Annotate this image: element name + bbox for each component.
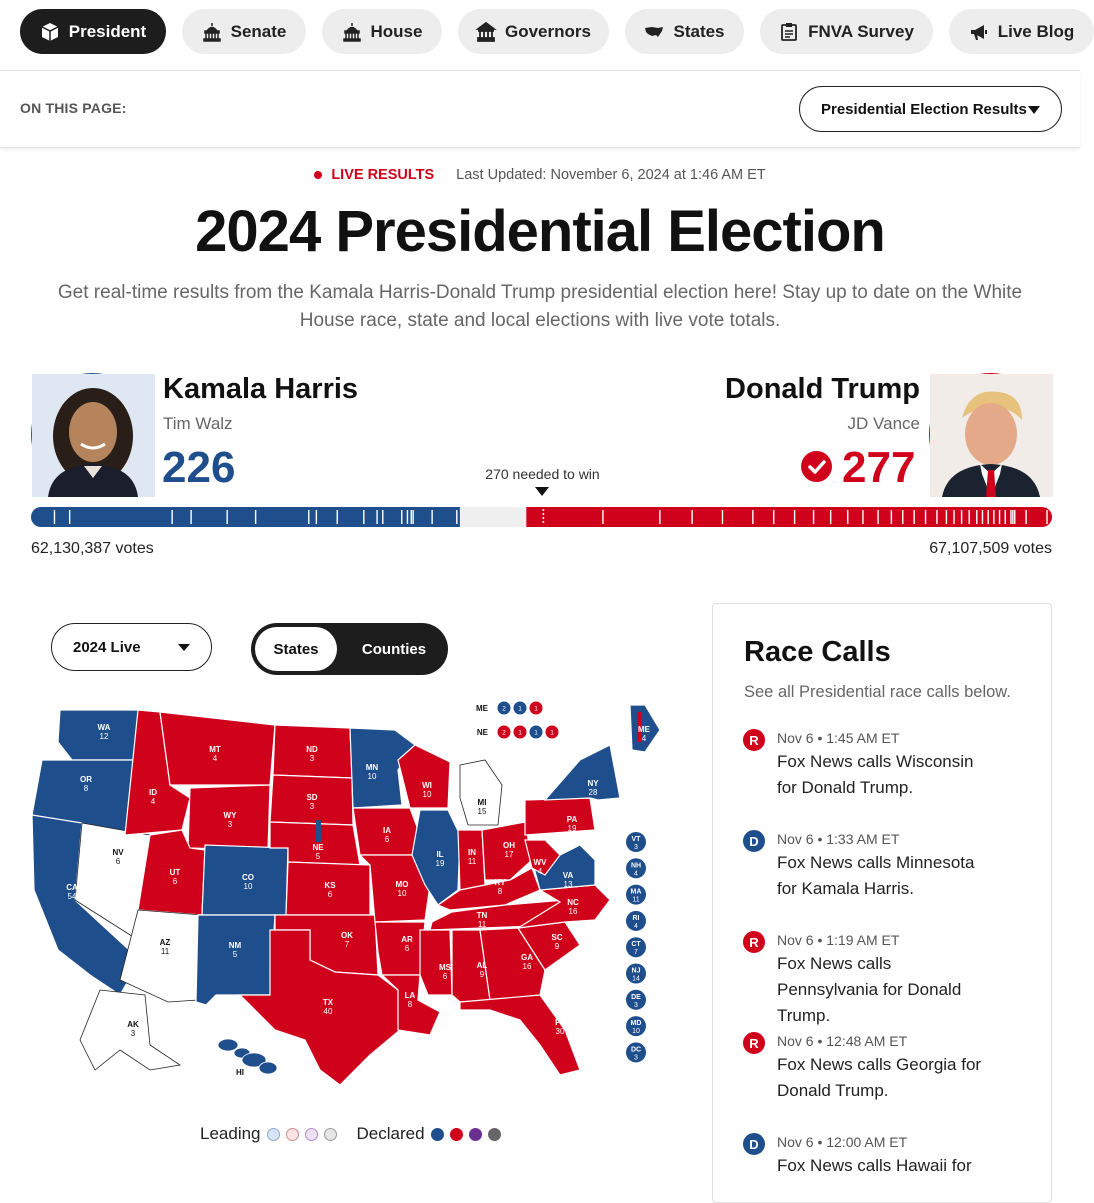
ev-bar-divider (1005, 510, 1006, 524)
box-icon (40, 22, 60, 42)
ev-bar-divider (337, 510, 338, 524)
page-subtitle: Get real-time results from the Kamala Harris-Donald Trump presidential election here! Stay up to date on the White House race, state and local elections with live vote totals. (57, 282, 1023, 331)
last-updated: Last Updated: November 6, 2024 at 1:46 AM ET (456, 167, 766, 183)
state-ev-nc: 16 (568, 907, 578, 916)
legend-declared-label: Declared (356, 1124, 425, 1143)
state-ev-or: 8 (83, 784, 89, 793)
state-pa (525, 798, 595, 835)
us-electoral-map[interactable] (20, 690, 680, 1100)
ev-bar-divider (412, 510, 413, 524)
ev-bar-divider (993, 510, 994, 524)
ev-bar-divider (602, 510, 603, 524)
race-call-time: Nov 6 • 1:19 AM ET (777, 932, 900, 948)
state-ev-nv: 6 (115, 857, 121, 866)
ev-bar-divider (431, 510, 432, 524)
megaphone-icon (969, 22, 989, 42)
state-ev-wy: 3 (227, 820, 233, 829)
state-label-co: CO (242, 873, 254, 882)
state-ev-mt: 4 (212, 754, 218, 763)
state-ev-mn: 10 (367, 772, 377, 781)
state-ev-tn: 11 (477, 920, 487, 929)
section-select[interactable] (799, 86, 1062, 132)
state-ev-wa: 12 (99, 732, 109, 741)
capitol-icon (342, 22, 362, 42)
ev-bar-divider (691, 510, 692, 524)
small-state-label: MA (630, 888, 642, 896)
race-calls-panel (712, 603, 1052, 1203)
state-label-nc: NC (567, 898, 579, 907)
state-label-ny: NY (587, 779, 599, 788)
race-call-text: Fox News calls Minnesota for Kamala Harris. (777, 853, 975, 898)
ev-bar-divider (401, 510, 402, 524)
ev-bar-divider (752, 510, 753, 524)
state-ev-sd: 3 (309, 802, 315, 811)
dem-electoral-votes: 226 (162, 443, 236, 492)
legend-leading-dem-dot (267, 1128, 280, 1141)
building-icon (476, 22, 496, 42)
state-label-oh: OH (503, 841, 515, 850)
race-call-text: Fox News calls Wisconsin for Donald Trump. (777, 752, 974, 797)
nav-live-blog[interactable] (949, 9, 1094, 54)
legend-declared-dem-dot (431, 1128, 444, 1141)
capitol-icon (202, 22, 222, 42)
state-ev-ne: 5 (315, 852, 321, 861)
nav-label: FNVA Survey (808, 21, 914, 41)
us-map-icon (644, 22, 664, 42)
top-nav (0, 0, 1080, 71)
ev-bar-divider (69, 510, 70, 524)
ev-bar-divider (847, 510, 848, 524)
ev-bar-divider (376, 510, 377, 524)
party-badge-icon: D (743, 830, 765, 852)
state-label-il: IL (436, 850, 444, 859)
section-select-value: Presidential Election Results (821, 100, 1027, 118)
live-label: LIVE RESULTS (331, 167, 435, 183)
race-call-text: Fox News calls Georgia for Donald Trump. (777, 1055, 982, 1100)
state-ev-va: 13 (563, 880, 573, 889)
small-state-ev: 3 (634, 844, 638, 851)
legend-leading-tossup-dot (324, 1128, 337, 1141)
survey-icon (779, 22, 799, 42)
state-label-tn: TN (476, 911, 488, 920)
state-ev-ia: 6 (384, 835, 390, 844)
small-state-ev: 14 (632, 975, 640, 983)
ev-bar-divider (862, 510, 863, 524)
ev-bar-divider (877, 510, 878, 524)
ev-bar-divider (999, 510, 1000, 524)
state-ev-pa: 19 (567, 824, 577, 833)
ev-bar-divider (982, 510, 983, 524)
state-label-va: VA (562, 871, 574, 880)
state-label-wa: WA (97, 723, 111, 732)
nav-president[interactable] (20, 9, 166, 54)
state-label-ak: AK (127, 1020, 139, 1029)
race-call-time: Nov 6 • 1:33 AM ET (777, 831, 900, 847)
small-state-circles (626, 832, 646, 1062)
nav-label: President (68, 21, 147, 41)
state-ev-az: 11 (160, 947, 170, 956)
ev-bar-divider (794, 510, 795, 524)
state-label-ok: OK (341, 931, 353, 940)
race-call-time: Nov 6 • 12:48 AM ET (777, 1033, 908, 1049)
ne-2-district (316, 820, 321, 842)
state-ev-ga: 16 (522, 962, 532, 971)
state-ev-ut: 6 (172, 877, 178, 886)
ev-bar-divider (936, 510, 937, 524)
live-dot-icon (314, 171, 322, 179)
ev-bar-divider (961, 510, 962, 524)
small-state-label: VT (631, 836, 641, 843)
party-badge-icon: D (743, 1133, 765, 1155)
ev-bar-divider (953, 510, 954, 524)
split-district-ev: 1 (550, 729, 554, 737)
ev-bar-divider (382, 510, 383, 524)
small-state-label: DE (631, 993, 641, 1001)
on-this-page-bar (0, 71, 1080, 148)
state-ev-ok: 7 (344, 940, 350, 949)
state-label-ar: AR (401, 935, 413, 944)
legend-leading-other-dot (305, 1128, 318, 1141)
ev-bar-divider (913, 510, 914, 524)
ev-bar-dem (31, 507, 460, 527)
race-call-time: Nov 6 • 12:00 AM ET (777, 1134, 908, 1150)
legend-declared-other-dot (469, 1128, 482, 1141)
state-label-ia: IA (383, 826, 391, 835)
map-legend (200, 1124, 501, 1144)
state-label-la: LA (404, 991, 416, 1000)
small-state-ev: 11 (632, 896, 640, 904)
nav-states[interactable] (625, 9, 744, 54)
nav-house[interactable] (322, 9, 442, 54)
ev-bar-divider (773, 510, 774, 524)
ev-bar-divider (255, 510, 256, 524)
state-label-mi: MI (477, 798, 487, 807)
legend-leading-label: Leading (200, 1124, 261, 1143)
chevron-down-icon (1028, 106, 1040, 114)
state-label-ks: KS (324, 881, 336, 890)
rep-candidate-name: Donald Trump (725, 373, 920, 405)
state-label-ms: MS (439, 963, 451, 972)
state-ev-in: 11 (467, 857, 477, 866)
state-ev-ny: 28 (588, 788, 598, 797)
ev-bar-divider (456, 510, 457, 524)
state-label-ga: GA (521, 953, 533, 962)
year-select-value: 2024 Live (73, 638, 141, 656)
state-ev-id: 4 (150, 797, 156, 806)
dem-candidate-name: Kamala Harris (163, 373, 359, 405)
split-district-ev: 2 (502, 705, 506, 713)
state-label-nd: ND (306, 745, 318, 754)
small-state-label: MD (630, 1020, 642, 1028)
electoral-vote-bar (31, 507, 1052, 527)
dem-running-mate: Tim Walz (163, 414, 233, 433)
race-call-text: Fox News calls Pennsylvania for Donald Trump. (777, 954, 962, 1025)
small-state-ev: 4 (634, 870, 638, 878)
small-state-ev: 3 (634, 1054, 638, 1062)
toggle-counties[interactable]: Counties (361, 640, 427, 658)
race-calls-title: Race Calls (744, 636, 891, 668)
nav-fnva-survey[interactable] (760, 9, 933, 54)
small-state-ev: 7 (634, 949, 638, 957)
split-district-ev: 1 (534, 705, 538, 713)
nav-label: Governors (505, 21, 591, 41)
year-select[interactable] (51, 623, 212, 671)
ev-bar-divider (946, 510, 947, 524)
state-label-wi: WI (422, 781, 432, 790)
state-label-mn: MN (365, 763, 379, 772)
state-label-id: ID (149, 788, 157, 797)
state-ev-ks: 6 (327, 890, 333, 899)
legend-leading-rep-dot (286, 1128, 299, 1141)
state-label-sc: SC (551, 933, 563, 942)
split-district-ev: 1 (518, 729, 522, 737)
state-ev-nm: 5 (232, 950, 238, 959)
ev-bar-divider (171, 510, 172, 524)
needed-to-win-label: 270 needed to win (485, 466, 600, 482)
map-view-toggle (251, 623, 448, 675)
party-badge-icon: R (743, 1032, 765, 1054)
state-ev-mo: 10 (397, 889, 407, 898)
state-hi (218, 1039, 238, 1051)
ev-bar-divider (363, 510, 364, 524)
ev-bar-divider (987, 510, 988, 524)
state-shapes (32, 705, 660, 1085)
state-label-wy: WY (223, 811, 237, 820)
ev-bar-divider (925, 510, 926, 524)
state-label-fl: FL (555, 1018, 565, 1027)
state-ev-co: 10 (243, 882, 253, 891)
small-state-label: RI (632, 914, 640, 922)
state-ar (375, 922, 425, 975)
state-label-or: OR (80, 775, 92, 784)
state-ev-wv: 4 (537, 867, 543, 876)
ev-bar-divider (308, 510, 309, 524)
race-call-text: Fox News calls Hawaii for (777, 1156, 972, 1175)
toggle-states[interactable]: States (255, 627, 337, 671)
state-ev-tx: 40 (323, 1007, 333, 1016)
split-district-ev: 1 (534, 729, 538, 737)
state-label-me: ME (638, 725, 650, 734)
state-label-mo: MO (395, 880, 409, 889)
state-ev-ky: 8 (497, 887, 503, 896)
state-label-ut: UT (169, 868, 181, 877)
live-badge (314, 167, 434, 183)
ev-bar-divider (316, 510, 317, 524)
state-ev-me: 4 (641, 734, 647, 743)
ev-bar-divider (902, 510, 903, 524)
legend-declared-tossup-dot (488, 1128, 501, 1141)
state-label-in: IN (468, 848, 476, 857)
on-this-page-label: ON THIS PAGE: (20, 100, 127, 116)
state-ev-oh: 17 (504, 850, 514, 859)
state-label-pa: PA (566, 815, 578, 824)
legend-declared-rep-dot (450, 1128, 463, 1141)
ev-bar-divider (190, 510, 191, 524)
state-label-hi: HI (236, 1068, 244, 1077)
state-ev-il: 19 (435, 859, 445, 868)
needed-marker-icon (535, 487, 549, 496)
small-state-label: CT (631, 941, 641, 949)
state-ev-ak: 3 (130, 1029, 136, 1038)
ev-bar-divider (407, 510, 408, 524)
party-badge-icon: R (743, 931, 765, 953)
split-district-ev: 2 (502, 729, 506, 737)
ev-bar-divider (54, 510, 55, 524)
state-ev-nd: 3 (309, 754, 315, 763)
state-label-ca: CA (66, 883, 78, 892)
split-state-label: ME (476, 704, 488, 713)
ev-bar-divider (1046, 510, 1047, 524)
ev-bar-divider (1025, 510, 1026, 524)
state-hi (259, 1062, 277, 1074)
state-ev-wi: 10 (422, 790, 432, 799)
chevron-down-icon (178, 644, 190, 651)
ev-bar-divider (968, 510, 969, 524)
race-call-time: Nov 6 • 1:45 AM ET (777, 730, 900, 746)
small-state-ev: 3 (634, 1001, 638, 1009)
state-ev-ca: 54 (67, 892, 77, 901)
ev-bar-divider (1010, 510, 1011, 524)
ev-bar-divider (1012, 510, 1013, 524)
nav-label: Senate (230, 21, 287, 41)
state-ev-mi: 15 (477, 807, 487, 816)
ev-bar-divider (830, 510, 831, 524)
state-ev-la: 8 (407, 1000, 413, 1009)
split-state-circles (476, 702, 559, 739)
state-label-nm: NM (228, 941, 242, 950)
state-label-tx: TX (322, 998, 334, 1007)
page-title: 2024 Presidential Election (195, 199, 885, 264)
harris-avatar (31, 373, 154, 496)
rep-electoral-votes: 277 (842, 443, 916, 492)
state-label-ky: KY (494, 878, 506, 887)
small-state-ev: 10 (632, 1028, 640, 1036)
winner-check-icon (801, 451, 832, 482)
state-label-az: AZ (159, 938, 171, 947)
ev-bar-divider (976, 510, 977, 524)
state-ev-al: 9 (479, 970, 485, 979)
nav-governors[interactable] (458, 9, 609, 54)
ev-bar-divider (226, 510, 227, 524)
state-nm (196, 915, 275, 1005)
state-label-wv: WV (533, 858, 547, 867)
small-state-label: DC (630, 1046, 642, 1054)
live-status-row (0, 164, 1080, 186)
nav-label: House (370, 21, 423, 41)
ev-bar-fills (31, 507, 1052, 527)
split-state-label: NE (476, 728, 488, 737)
ev-bar-divider (891, 510, 892, 524)
trump-avatar (929, 373, 1052, 496)
ev-bar-divider (411, 510, 412, 524)
state-ev-ms: 6 (442, 972, 448, 981)
nav-senate[interactable] (182, 9, 306, 54)
state-ny (545, 745, 620, 800)
dem-popular-votes: 62,130,387 votes (31, 540, 154, 557)
ev-bar-rep (526, 507, 1052, 527)
small-state-label: NH (630, 862, 642, 870)
small-state-label: NJ (631, 967, 641, 975)
ev-bar-divider (722, 510, 723, 524)
nav-label: States (673, 21, 725, 41)
split-district-ev: 1 (518, 705, 522, 713)
small-state-ev: 4 (634, 922, 638, 930)
state-label-nv: NV (112, 848, 124, 857)
ev-bar-divider (659, 510, 660, 524)
rep-running-mate: JD Vance (847, 414, 920, 433)
state-ev-fl: 30 (555, 1027, 565, 1036)
state-ev-ar: 6 (404, 944, 410, 953)
race-calls-subtitle: See all Presidential race calls below. (744, 683, 1011, 701)
state-label-ne: NE (312, 843, 324, 852)
rep-popular-votes: 67,107,509 votes (929, 540, 1052, 557)
nav-label: Live Blog (997, 21, 1075, 41)
party-badge-icon: R (743, 729, 765, 751)
state-label-mt: MT (209, 745, 221, 754)
state-label-sd: SD (306, 793, 318, 802)
state-ev-sc: 9 (554, 942, 560, 951)
ev-bar-divider (813, 510, 814, 524)
ev-bar-divider (1014, 510, 1015, 524)
state-label-al: AL (476, 961, 488, 970)
